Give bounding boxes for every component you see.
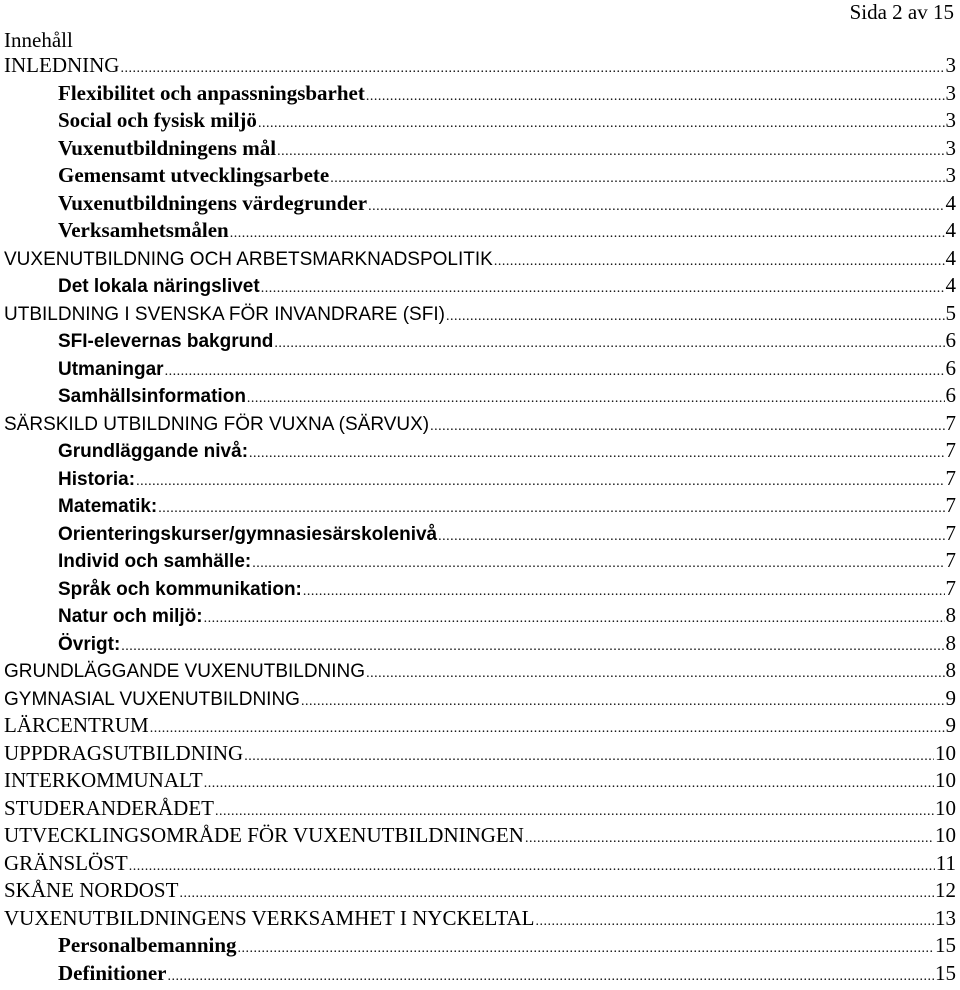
toc-entry-gymnasial-vuxenutbildning[interactable] [4, 685, 956, 713]
toc-entry-sprak-och-kommunikation[interactable] [4, 575, 956, 603]
toc-title: Innehåll [4, 28, 73, 52]
toc-entry-page: 4 [946, 272, 957, 300]
toc-entry-vardegrunder[interactable] [4, 190, 956, 218]
toc-entry-title: Flexibilitet och anpassningsbarhet [58, 80, 365, 108]
toc-entry-page: 7 [946, 547, 957, 575]
toc-entry-title: Grundläggande nivå: [58, 438, 248, 466]
toc-entry-nyckeltal[interactable] [4, 905, 956, 933]
toc-entry-title: Det lokala näringslivet [58, 273, 260, 301]
dot-leader [366, 83, 945, 111]
toc-entry-title: Samhällsinformation [58, 383, 246, 411]
toc-entry-larcentrum[interactable] [4, 712, 956, 740]
toc-entry-title: UTBILDNING I SVENSKA FÖR INVANDRARE (SFI) [4, 301, 445, 329]
toc-entry-page: 4 [946, 190, 957, 218]
toc-entry-title: Personalbemanning [58, 932, 237, 960]
toc-entry-page: 8 [946, 630, 957, 658]
toc-entry-orienteringskurser[interactable] [4, 520, 956, 548]
dot-leader [536, 908, 935, 936]
dot-leader [330, 165, 944, 193]
toc-entry-page: 15 [935, 960, 956, 988]
dot-leader [368, 193, 944, 221]
dot-leader [303, 578, 945, 606]
toc-entry-title: UPPDRAGSUTBILDNING [4, 740, 243, 768]
toc-entry-page: 3 [946, 80, 957, 108]
toc-entry-page: 7 [946, 575, 957, 603]
dot-leader [438, 523, 944, 551]
toc-entry-title: Historia: [58, 466, 135, 494]
dot-leader [179, 880, 934, 908]
toc-entry-title: INLEDNING [4, 52, 119, 80]
dot-leader [494, 248, 945, 276]
dot-leader [446, 303, 945, 331]
toc-entry-page: 10 [935, 740, 956, 768]
toc-entry-flexibilitet[interactable] [4, 80, 956, 108]
dot-leader [167, 963, 934, 990]
dot-leader [136, 468, 944, 496]
toc-entry-title: INTERKOMMUNALT [4, 767, 203, 795]
toc-entry-page: 10 [935, 795, 956, 823]
toc-entry-title: Orienteringskurser/gymnasiesärskolenivå [58, 521, 437, 549]
table-of-contents [4, 52, 956, 987]
page-number-indicator: Sida 2 av 15 [850, 0, 954, 24]
toc-entry-page: 10 [935, 822, 956, 850]
toc-entry-sarvux[interactable] [4, 410, 956, 438]
toc-entry-title: Definitioner [58, 960, 166, 988]
toc-entry-uppdragsutbildning[interactable] [4, 740, 956, 768]
dot-leader [120, 55, 944, 83]
dot-leader [258, 110, 945, 138]
toc-entry-definitioner[interactable] [4, 960, 956, 988]
toc-entry-studeranderadet[interactable] [4, 795, 956, 823]
toc-entry-page: 7 [946, 520, 957, 548]
toc-entry-page: 3 [946, 107, 957, 135]
toc-entry-title: Språk och kommunikation: [58, 576, 302, 604]
toc-entry-title: VUXENUTBILDNINGENS VERKSAMHET I NYCKELTAL [4, 905, 535, 933]
toc-entry-natur-och-miljo[interactable] [4, 602, 956, 630]
toc-entry-ovrigt[interactable] [4, 630, 956, 658]
dot-leader [274, 330, 944, 358]
toc-entry-granslost[interactable] [4, 850, 956, 878]
toc-entry-title: UTVECKLINGSOMRÅDE FÖR VUXENUTBILDNINGEN [4, 822, 524, 850]
dot-leader [247, 385, 945, 413]
toc-entry-title: GRUNDLÄGGANDE VUXENUTBILDNING [4, 658, 365, 686]
toc-entry-page: 5 [946, 300, 957, 328]
dot-leader [430, 413, 944, 441]
toc-entry-page: 15 [935, 932, 956, 960]
toc-entry-skane-nordost[interactable] [4, 877, 956, 905]
toc-entry-page: 10 [935, 767, 956, 795]
toc-entry-title: SFI-elevernas bakgrund [58, 328, 273, 356]
toc-entry-title: SÄRSKILD UTBILDNING FÖR VUXNA (SÄRVUX) [4, 411, 429, 439]
dot-leader [230, 220, 945, 248]
toc-entry-title: Vuxenutbildningens mål [58, 135, 276, 163]
toc-entry-page: 11 [936, 850, 956, 878]
dot-leader [366, 660, 944, 688]
toc-entry-page: 4 [946, 217, 957, 245]
dot-leader [261, 275, 945, 303]
toc-entry-page: 7 [946, 437, 957, 465]
dot-leader [215, 798, 934, 826]
dot-leader [277, 138, 944, 166]
toc-entry-samhallsinformation[interactable] [4, 382, 956, 410]
toc-entry-historia[interactable] [4, 465, 956, 493]
toc-entry-sfi-elevernas-bakgrund[interactable] [4, 327, 956, 355]
dot-leader [301, 688, 945, 716]
toc-entry-utvecklingsomrade[interactable] [4, 822, 956, 850]
dot-leader [204, 770, 934, 798]
toc-entry-title: Matematik: [58, 493, 157, 521]
toc-entry-title: VUXENUTBILDNING OCH ARBETSMARKNADSPOLITIK [4, 246, 493, 274]
toc-entry-vuxenutbildningens-mal[interactable] [4, 135, 956, 163]
dot-leader [121, 633, 944, 661]
toc-entry-inledning[interactable] [4, 52, 956, 80]
toc-entry-page: 12 [935, 877, 956, 905]
toc-entry-individ-och-samhalle[interactable] [4, 547, 956, 575]
dot-leader [525, 825, 934, 853]
toc-entry-page: 6 [946, 327, 957, 355]
toc-entry-title: SKÅNE NORDOST [4, 877, 178, 905]
toc-entry-title: GRÄNSLÖST [4, 850, 128, 878]
toc-entry-page: 3 [946, 52, 957, 80]
toc-entry-page: 7 [946, 465, 957, 493]
toc-entry-page: 8 [946, 602, 957, 630]
dot-leader [238, 935, 934, 963]
toc-entry-page: 6 [946, 382, 957, 410]
toc-entry-lokala-naringslivet[interactable] [4, 272, 956, 300]
toc-entry-page: 6 [946, 355, 957, 383]
toc-entry-title: Utmaningar [58, 356, 164, 384]
dot-leader [249, 440, 944, 468]
toc-entry-title: Individ och samhälle: [58, 548, 251, 576]
toc-entry-gemensamt-utvecklingsarbete[interactable] [4, 162, 956, 190]
toc-entry-grundlaggande-vuxenutbildning[interactable] [4, 657, 956, 685]
toc-entry-title: GYMNASIAL VUXENUTBILDNING [4, 686, 300, 714]
toc-entry-arbetsmarknadspolitik[interactable] [4, 245, 956, 273]
toc-entry-page: 8 [946, 657, 957, 685]
toc-entry-matematik[interactable] [4, 492, 956, 520]
toc-entry-social-fysisk-miljo[interactable] [4, 107, 956, 135]
dot-leader [204, 605, 945, 633]
toc-entry-page: 3 [946, 135, 957, 163]
toc-entry-page: 9 [946, 685, 957, 713]
toc-entry-personalbemanning[interactable] [4, 932, 956, 960]
toc-entry-title: Övrigt: [58, 631, 120, 659]
dot-leader [129, 853, 935, 881]
toc-entry-page: 7 [946, 410, 957, 438]
toc-entry-title: Vuxenutbildningens värdegrunder [58, 190, 367, 218]
toc-entry-page: 9 [946, 712, 957, 740]
dot-leader [150, 715, 945, 743]
toc-entry-utmaningar[interactable] [4, 355, 956, 383]
dot-leader [165, 358, 945, 386]
toc-entry-page: 7 [946, 492, 957, 520]
dot-leader [158, 495, 944, 523]
toc-entry-page: 13 [935, 905, 956, 933]
dot-leader [244, 743, 934, 771]
toc-entry-interkommunalt[interactable] [4, 767, 956, 795]
toc-entry-title: Verksamhetsmålen [58, 217, 229, 245]
toc-entry-page: 3 [946, 162, 957, 190]
toc-entry-grundlaggande-niva[interactable] [4, 437, 956, 465]
toc-entry-title: STUDERANDERÅDET [4, 795, 214, 823]
toc-entry-title: Gemensamt utvecklingsarbete [58, 162, 329, 190]
toc-entry-title: Social och fysisk miljö [58, 107, 257, 135]
toc-entry-sfi[interactable] [4, 300, 956, 328]
toc-entry-title: Natur och miljö: [58, 603, 203, 631]
dot-leader [252, 550, 944, 578]
toc-entry-verksamhetsmalen[interactable] [4, 217, 956, 245]
toc-entry-page: 4 [946, 245, 957, 273]
toc-entry-title: LÄRCENTRUM [4, 712, 149, 740]
